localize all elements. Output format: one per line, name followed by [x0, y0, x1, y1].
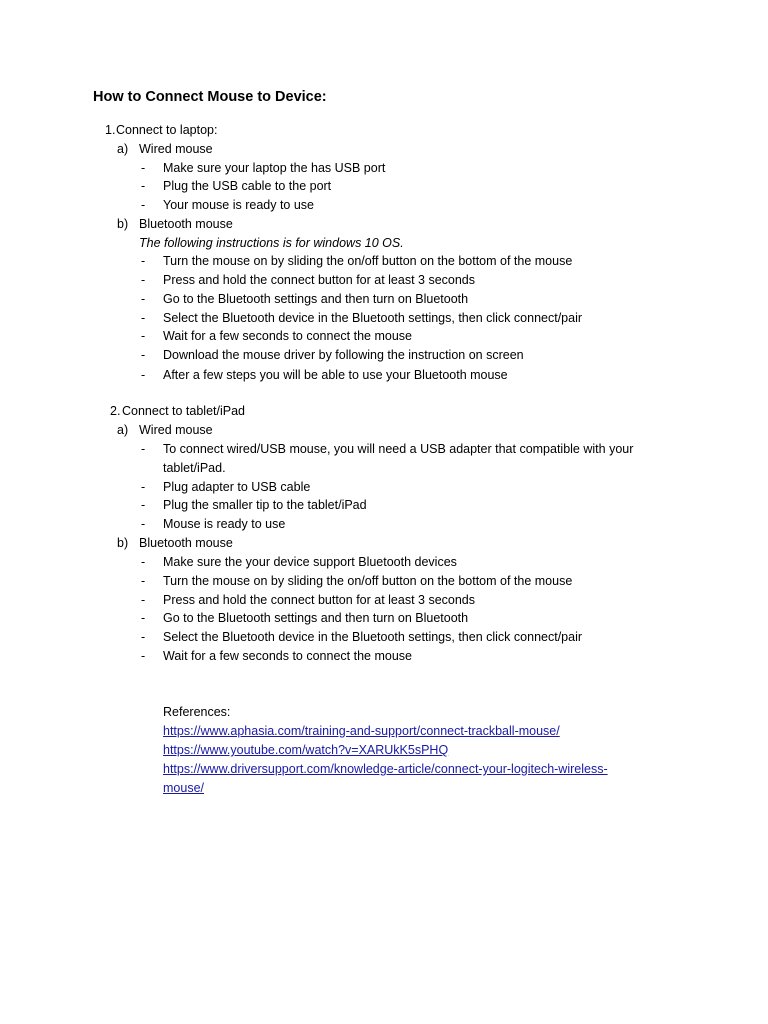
subsection-2a-heading: Wired mouse	[139, 423, 213, 437]
list-item: Select the Bluetooth device in the Bluetooth settings, then click connect/pair	[163, 311, 583, 325]
bullet-dash: -	[141, 254, 146, 268]
subsection-1b-marker: b)	[117, 217, 129, 231]
reference-link-aphasia[interactable]: https://www.aphasia.com/training-and-support/connect-trackball-mouse/	[163, 724, 560, 738]
bullet-dash: -	[141, 517, 146, 531]
list-item: Go to the Bluetooth settings and then turn on Bluetooth	[163, 292, 469, 306]
section-1-number: 1.	[105, 123, 116, 137]
list-item: Plug adapter to USB cable	[163, 480, 311, 494]
list-item: Press and hold the connect button for at least 3 seconds	[163, 593, 476, 607]
list-item: To connect wired/USB mouse, you will need a USB adapter that compatible with your	[163, 442, 634, 456]
list-item: Wait for a few seconds to connect the mouse	[163, 649, 412, 663]
list-item: Turn the mouse on by sliding the on/off button on the bottom of the mouse	[163, 254, 573, 268]
bullet-dash: -	[141, 593, 146, 607]
reference-link-youtube[interactable]: https://www.youtube.com/watch?v=XARUkK5sPHQ	[163, 743, 449, 757]
list-item: Wait for a few seconds to connect the mouse	[163, 329, 412, 343]
list-item: Plug the USB cable to the port	[163, 179, 332, 193]
bullet-dash: -	[141, 442, 146, 456]
subsection-1a-heading: Wired mouse	[139, 142, 213, 156]
list-item-continuation: tablet/iPad.	[163, 461, 226, 475]
bullet-dash: -	[141, 555, 146, 569]
bullet-dash: -	[141, 179, 146, 193]
bullet-dash: -	[141, 630, 146, 644]
bullet-dash: -	[141, 161, 146, 175]
section-2-heading: Connect to tablet/iPad	[122, 404, 245, 418]
bullet-dash: -	[141, 273, 146, 287]
bullet-dash: -	[141, 329, 146, 343]
page-title: How to Connect Mouse to Device:	[93, 89, 327, 105]
list-item: Go to the Bluetooth settings and then turn on Bluetooth	[163, 611, 469, 625]
list-item: Download the mouse driver by following the instruction on screen	[163, 348, 524, 362]
bullet-dash: -	[141, 480, 146, 494]
section-2-number: 2.	[110, 404, 121, 418]
bullet-dash: -	[141, 348, 146, 362]
bullet-dash: -	[141, 574, 146, 588]
bullet-dash: -	[141, 649, 146, 663]
reference-link-driversupport-continuation[interactable]: mouse/	[163, 781, 204, 795]
section-1-heading: Connect to laptop:	[116, 123, 218, 137]
list-item: After a few steps you will be able to use your Bluetooth mouse	[163, 368, 508, 382]
list-item: Press and hold the connect button for at least 3 seconds	[163, 273, 476, 287]
bullet-dash: -	[141, 498, 146, 512]
subsection-1b-heading: Bluetooth mouse	[139, 217, 233, 231]
bullet-dash: -	[141, 311, 146, 325]
reference-link-driversupport[interactable]: https://www.driversupport.com/knowledge-article/connect-your-logitech-wireless-	[163, 762, 608, 776]
list-item: Select the Bluetooth device in the Bluetooth settings, then click connect/pair	[163, 630, 583, 644]
bullet-dash: -	[141, 611, 146, 625]
bullet-dash: -	[141, 198, 146, 212]
subsection-1a-marker: a)	[117, 142, 129, 156]
list-item: Your mouse is ready to use	[163, 198, 315, 212]
bullet-dash: -	[141, 368, 146, 382]
list-item: Make sure your laptop the has USB port	[163, 161, 386, 175]
list-item: Plug the smaller tip to the tablet/iPad	[163, 498, 367, 512]
subsection-2b-heading: Bluetooth mouse	[139, 536, 233, 550]
os-note: The following instructions is for windows 10 OS.	[139, 236, 404, 250]
bullet-dash: -	[141, 292, 146, 306]
list-item: Make sure the your device support Bluetooth devices	[163, 555, 457, 569]
list-item: Mouse is ready to use	[163, 517, 286, 531]
list-item: Turn the mouse on by sliding the on/off button on the bottom of the mouse	[163, 574, 573, 588]
subsection-2b-marker: b)	[117, 536, 129, 550]
references-heading: References:	[163, 705, 231, 719]
subsection-2a-marker: a)	[117, 423, 129, 437]
